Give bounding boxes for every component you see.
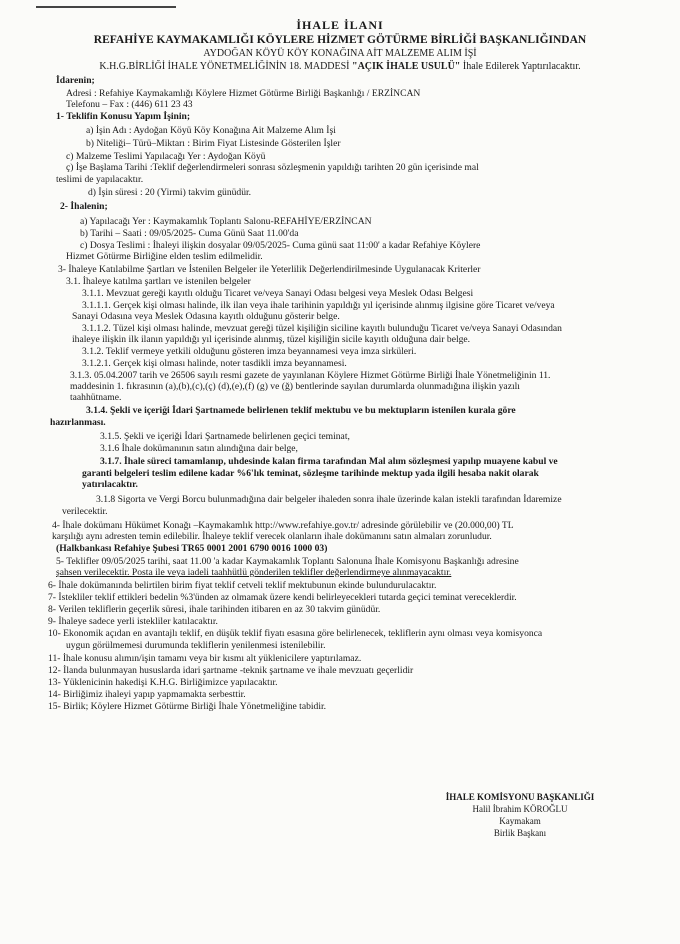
- notice-line: 3.1.2.1. Gerçek kişi olması halinde, noter tasdikli imza beyannamesi.: [82, 358, 347, 369]
- notice-line: 8- Verilen tekliflerin geçerlik süresi, ihale tarihinden itibaren en az 30 takvim günüdür.: [48, 604, 381, 615]
- notice-line: 3.1.4. Şekli ve içeriği İdari Şartnamede belirlenen teklif mektubu ve bu mektupların istenilen kurala göre: [86, 405, 516, 416]
- notice-line: İdarenin;: [56, 75, 95, 86]
- notice-line: 7- İstekliler teklif ettikleri bedelin %3'ünden az olmamak üzere kendi belirleyecekleri tutarda geçici teminat vereceklerdir.: [48, 592, 517, 603]
- notice-line: 3.1.1.1. Gerçek kişi olması halinde, ilk ilan veya ihale tarihinin yapıldığı yıl içerisinde alınmış ilgisine göre Ticaret ve/veya: [82, 300, 555, 311]
- notice-line: şahsen verilecektir. Posta ile veya iadeli taahhütlü gönderilen teklifler değerlendirmeye alınmayacaktır.: [56, 567, 452, 578]
- notice-line: maddesinin 1. fıkrasının (a),(b),(c),(ç) (d),(e),(f) (g) ve (ğ) bentlerinde sayılan durumlarda olunmadığına ilişkin yazılı: [70, 381, 520, 392]
- notice-line: karşılığı aynı adresten temin edilebilir. İhaleye teklif verecek olanların ihale dokümanını satın almaları zorunludur.: [52, 531, 492, 542]
- notice-line: 3.1.3. 05.04.2007 tarih ve 26506 sayılı resmi gazete de yayınlanan Köylere Hizmet Götürme Birliği İhale Yönetmeliğinin 11.: [70, 370, 551, 381]
- notice-line: ç) İşe Başlama Tarihi :Teklif değerlendirmeleri sonrası sözleşmenin yapıldığı tarihten 20 gün içerisinde mal: [66, 162, 479, 173]
- notice-line: 3.1.1. Mevzuat gereği kayıtlı olduğu Ticaret ve/veya Sanayi Odası belgesi veya Meslek Odası Belgesi: [82, 288, 474, 299]
- notice-line: garanti belgeleri teslim edilene kadar %6'lık teminat, sözleşme tarihinde mektup yada ilgili hesaba nakit olarak: [82, 468, 539, 479]
- notice-line: 3.1.1.2. Tüzel kişi olması halinde, mevzuat gereği tüzel kişiliğin siciline kayıtlı bulunduğu Ticaret ve/veya Sanayi Odasından: [82, 323, 562, 334]
- notice-line: c) Dosya Teslimi : İhaleyi ilişkin dosyalar 09/05/2025- Cuma günü saat 11:00' a kadar Refahiye Köylere: [80, 240, 481, 251]
- notice-line: a) İşin Adı : Aydoğan Köyü Köy Konağına Ait Malzeme Alım İşi: [86, 125, 336, 136]
- rule-method: "AÇIK İHALE USULÜ": [352, 61, 461, 72]
- top-scan-mark: [36, 6, 176, 8]
- signature-title: İHALE KOMİSYONU BAŞKANLIĞI: [445, 792, 595, 802]
- issuing-organization: REFAHİYE KAYMAKAMLIĞI KÖYLERE HİZMET GÖTÜRME BİRLİĞİ BAŞKANLIĞINDAN: [93, 34, 587, 46]
- notice-line: 9- İhaleye sadece yerli istekliler katılacaktır.: [48, 616, 218, 627]
- notice-line: 1- Teklifin Konusu Yapım İşinin;: [56, 111, 191, 122]
- notice-line: hazırlanması.: [50, 417, 106, 428]
- notice-line: Telefonu – Fax : (446) 611 23 43: [66, 99, 193, 110]
- notice-line: Adresi : Refahiye Kaymakamlığı Köylere Hizmet Götürme Birliği Başkanlığı / ERZİNCAN: [66, 88, 421, 99]
- notice-line: 11- İhale konusu alımın/işin tamamı veya bir kısmı alt yüklenicilere yaptırılamaz.: [48, 653, 362, 664]
- notice-line: 10- Ekonomik açıdan en avantajlı teklif, en düşük teklif fiyatı esasına göre belirlenecek, tekliflerin aynı olması veya komisyonca: [48, 628, 543, 639]
- notice-line: ihaleye ilişkin ilk ilanın yapıldığı yıl içerisinde alınmış, tüzel kişiliğin sicile kayıtlı olduğuna dair belge.: [72, 334, 471, 345]
- notice-line: 3- İhaleye Katılabilme Şartları ve İstenilen Belgeler ile Yeterlilik Değerlendirilmesinde Uygulanacak Kriterler: [58, 264, 481, 275]
- rule-suffix: İhale Edilerek Yaptırılacaktır.: [462, 61, 581, 72]
- notice-line: yatırılacaktır.: [82, 479, 138, 490]
- notice-line: 3.1.8 Sigorta ve Vergi Borcu bulunmadığına dair belgeler ihaleden sonra ihale üzerinde kalan istekli tarafından İdaremize: [96, 494, 562, 505]
- notice-line: 15- Birlik; Köylere Hizmet Götürme Birliği İhale Yönetmeliğine tabidir.: [48, 701, 327, 712]
- notice-line: 12- İlanda bulunmayan hususlarda idari şartname -teknik şartname ve ihale mevzuatı geçerlidir: [48, 665, 414, 676]
- notice-line: 13- Yüklenicinin hakedişi K.H.G. Birliğimizce yapılacaktır.: [48, 677, 278, 688]
- notice-line: a) Yapılacağı Yer : Kaymakamlık Toplantı Salonu-REFAHİYE/ERZİNCAN: [80, 216, 372, 227]
- tender-rule-line: [0, 61, 680, 72]
- notice-title: İHALE İLANI: [296, 18, 384, 32]
- notice-line: verilecektir.: [62, 506, 108, 517]
- notice-line: 6- İhale dokümanında belirtilen birim fiyat teklif cetveli teklif mektubunun ekinde bulundurulacaktır.: [48, 580, 437, 591]
- notice-line: c) Malzeme Teslimi Yapılacağı Yer : Aydoğan Köyü: [66, 151, 266, 162]
- notice-line: d) İşin süresi : 20 (Yirmi) takvim günüdür.: [88, 187, 252, 198]
- tender-subject: AYDOĞAN KÖYÜ KÖY KONAĞINA AİT MALZEME ALIM İŞİ: [203, 48, 477, 59]
- notice-line: 14- Birliğimiz ihaleyi yapıp yapmamakta serbesttir.: [48, 689, 246, 700]
- signature-role-2: Birlik Başkanı: [493, 828, 547, 838]
- notice-line: 3.1. İhaleye katılma şartları ve istenilen belgeler: [66, 276, 251, 287]
- notice-line: b) Tarihi – Saati : 09/05/2025- Cuma Günü Saat 11.00'da: [80, 228, 299, 239]
- notice-line: 3.1.6 İhale dokümanının satın alındığına dair belge,: [100, 443, 298, 454]
- notice-line: b) Niteliği– Türü–Miktarı : Birim Fiyat Listesinde Gösterilen İşler: [86, 138, 341, 149]
- notice-line: 3.1.2. Teklif vermeye yetkili olduğunu gösteren imza beyannamesi veya imza sirküleri.: [82, 346, 417, 357]
- notice-line: teslimi de yapılacaktır.: [56, 174, 144, 185]
- notice-line: 5- Teklifler 09/05/2025 tarihi, saat 11.00 'a kadar Kaymakamlık Toplantı Salonuna İhale Komisyonu Başkanlığı adresine: [56, 556, 519, 567]
- notice-line: taahhütname.: [70, 392, 122, 403]
- signature-role-1: Kaymakam: [499, 816, 541, 826]
- notice-line: 4- İhale dokümanı Hükümet Konağı –Kaymakamlık http://www.refahiye.gov.tr/ adresinde görülebilir ve (20.000,00) TL: [52, 520, 514, 531]
- notice-line: Sanayi Odasına veya Meslek Odasına kayıtlı olduğunu gösterir belge.: [72, 311, 340, 322]
- rule-prefix: K.H.G.BİRLİĞİ İHALE YÖNETMELİĞİNİN 18. MADDESİ: [99, 61, 350, 72]
- notice-line: uygun görülmemesi durumunda tekliflerin yenilenmesi istenilebilir.: [66, 640, 326, 651]
- signature-name: Halil İbrahim KÖROĞLU: [472, 804, 568, 814]
- notice-line: Hizmet Götürme Birliğine elden teslim edilmelidir.: [66, 251, 263, 262]
- notice-line: 3.1.5. Şekli ve içeriği İdari Şartnamede belirlenen geçici teminat,: [100, 431, 350, 442]
- notice-line: (Halkbankası Refahiye Şubesi TR65 0001 2001 6790 0016 1000 03): [56, 543, 328, 554]
- notice-line: 3.1.7. İhale süreci tamamlanıp, uhdesinde kalan firma tarafından Mal alım sözleşmesi yapılıp muayene kabul ve: [100, 456, 558, 467]
- notice-line: 2- İhalenin;: [60, 201, 108, 212]
